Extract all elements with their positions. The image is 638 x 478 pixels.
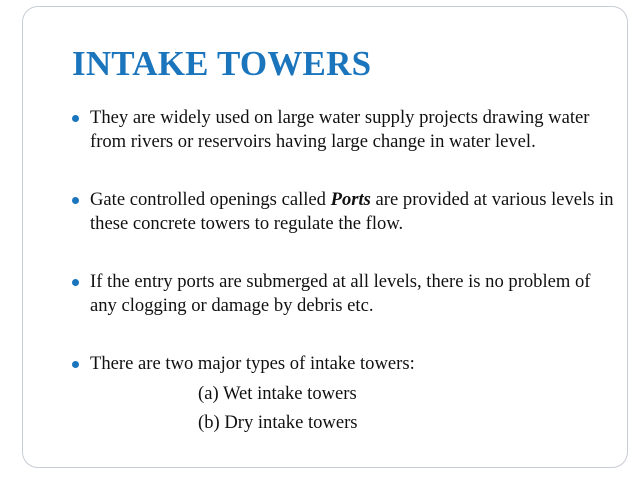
bullet-text-after: are provided at various levels in these concrete towers to regulate the flow.: [90, 189, 614, 234]
bullet-list: [72, 106, 620, 437]
bullet-text-before: Gate controlled openings called: [90, 189, 331, 210]
bullet-dot-icon: [72, 115, 79, 122]
subitem-wet-intake: (a) Wet intake towers: [198, 383, 357, 404]
slide-title: INTAKE TOWERS: [72, 44, 372, 83]
bullet-dot-icon: [72, 197, 79, 204]
bullet-text: They are widely used on large water supply projects drawing water from rivers or reservoirs having large change in water level.: [90, 107, 590, 152]
bullet-item-3: [72, 270, 620, 318]
bullet-dot-icon: [72, 361, 79, 368]
bullet-item-2: [72, 188, 620, 236]
bullet-text: If the entry ports are submerged at all levels, there is no problem of any clogging or damage by debris etc.: [90, 271, 591, 316]
bullet-text: There are two major types of intake towers:: [90, 353, 415, 374]
bullet-dot-icon: [72, 279, 79, 286]
bullet-item-4: [72, 352, 620, 437]
ports-keyword: Ports: [330, 189, 371, 210]
bullet-item-1: [72, 106, 620, 154]
subitem-dry-intake: (b) Dry intake towers: [198, 412, 358, 433]
